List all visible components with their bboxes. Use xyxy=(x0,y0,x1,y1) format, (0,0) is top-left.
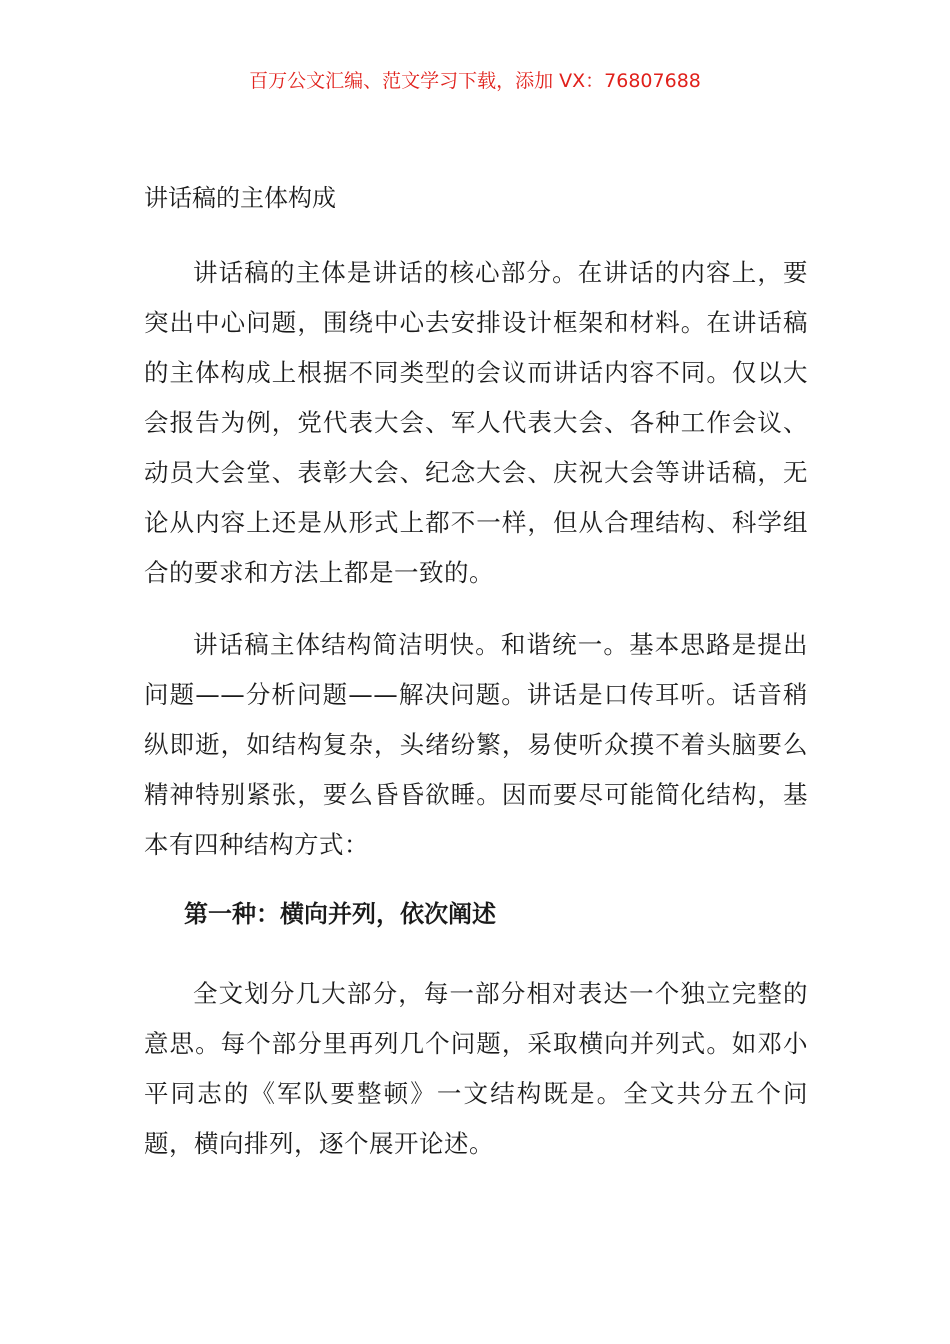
paragraph-2: 讲话稿主体结构简洁明快。和谐统一。基本思路是提出问题——分析问题——解决问题。讲话是口传耳听。话音稍纵即逝，如结构复杂，头绪纷繁，易使听众摸不着头脑要么精神特别紧张，要么昏昏欲睡。因而要尽可能简化结构，基本有四种结构方式： xyxy=(144,630,808,859)
paragraph-3: 全文划分几大部分，每一部分相对表达一个独立完整的意思。每个部分里再列几个问题，采取横向并列式。如邓小平同志的《军队要整顿》一文结构既是。全文共分五个问题，横向排列，逐个展开论述。 xyxy=(144,979,808,1158)
watermark-header: 百万公文汇编、范文学习下载，添加 VX：76807688 xyxy=(249,70,701,92)
section-subheading: 第一种：横向并列，依次阐述 xyxy=(184,900,496,928)
paragraph-1: 讲话稿的主体是讲话的核心部分。在讲话的内容上，要突出中心问题，围绕中心去安排设计框架和材料。在讲话稿的主体构成上根据不同类型的会议而讲话内容不同。仅以大会报告为例，党代表大会、军人代表大会、各种工作会议、动员大会堂、表彰大会、纪念大会、庆祝大会等讲话稿，无论从内容上还是从形式上都不一样，但从合理结构、科学组合的要求和方法上都是一致的。 xyxy=(144,258,808,587)
document-title: 讲话稿的主体构成 xyxy=(144,184,336,212)
